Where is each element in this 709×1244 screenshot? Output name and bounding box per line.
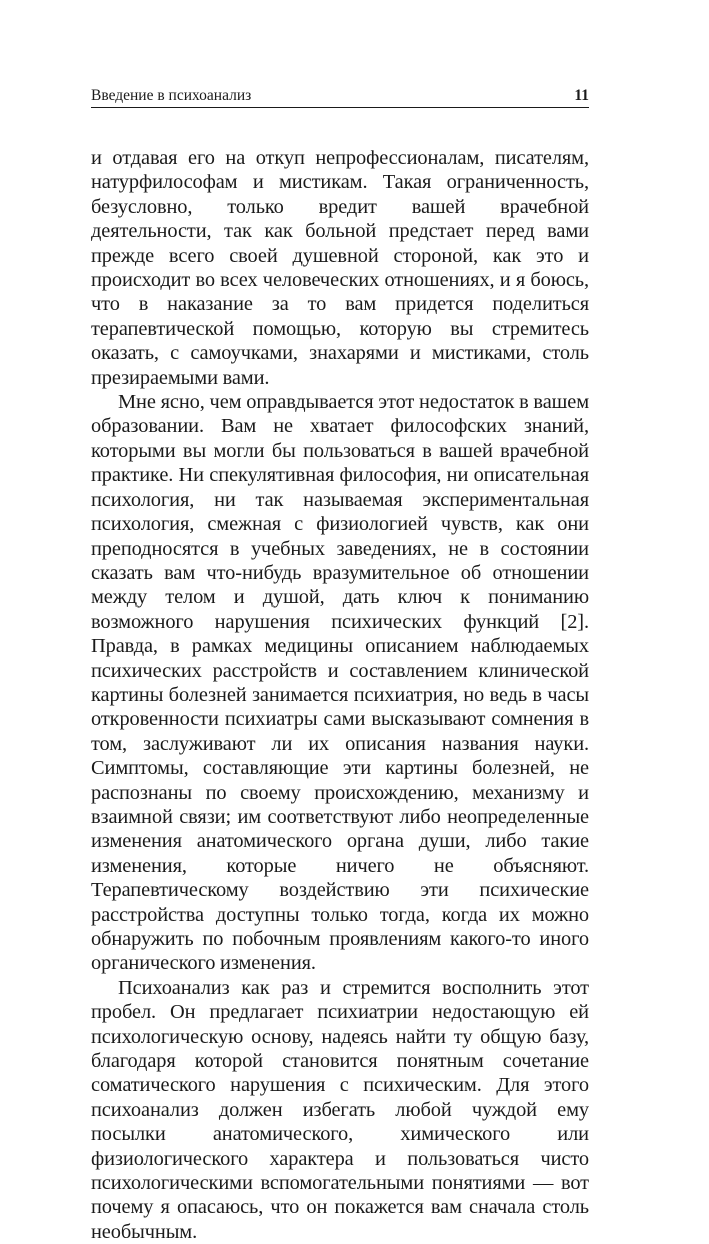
paragraph: Психоанализ как раз и стремится восполнить этот пробел. Он предлагает психиатрии недостающую ей психологическую основу, надеясь найти ту общую базу, благодаря которой становится понятным сочетание соматического нарушения с психическим. Для этого психоанализ должен избегать любой чуждой ему посылки анатомического, химического или физиологического характера и пользоваться чисто психологическими вспомогательными понятиями — вот почему я опасаюсь, что он покажется вам сначала столь необычным.	[91, 976, 589, 1243]
page-number: 11	[574, 87, 589, 104]
running-header-title: Введение в психоанализ	[91, 87, 252, 104]
body-text	[91, 146, 589, 1244]
paragraph-continued: и отдавая его на откуп непрофессионалам, писателям, натурфилософам и мистикам. Такая ограниченность, безусловно, только вредит вашей врачебной деятельности, так как больной предстает перед вами прежде всего своей душевной стороной, как это и происходит во всех человеческих отношениях, и я боюсь, что в наказание за то вам придется поделиться терапевтической помощью, которую вы стремитесь оказать, с самоучками, знахарями и мистиками, столь презираемыми вами.	[91, 147, 589, 389]
paragraph: Мне ясно, чем оправдывается этот недостаток в вашем образовании. Вам не хватает философских знаний, которыми вы могли бы пользоваться в вашей врачебной практике. Ни спекулятивная философия, ни описательная психология, ни так называемая экспериментальная психология, смежная с физиологией чувств, как они преподносятся в учебных заведениях, не в состоянии сказать вам что-нибудь вразумительное об отношении между телом и душой, дать ключ к пониманию возможного нарушения психических функций [2]. Правда, в рамках медицины описанием наблюдаемых психических расстройств и составлением клинической картины болезней занимается психиатрия, но ведь в часы откровенности психиатры сами высказывают сомнения в том, заслуживают ли их описания названия науки. Симптомы, составляющие эти картины болезней, не распознаны по своему происхождению, механизму и взаимной связи; им соответствуют либо неопределенные изменения анатомического органа души, либо такие изменения, которые ничего не объясняют. Терапевтическому воздействию эти психические расстройства доступны только тогда, когда их можно обнаружить по побочным проявлениям какого-то иного органического изменения.	[91, 391, 589, 975]
running-header	[91, 85, 589, 108]
